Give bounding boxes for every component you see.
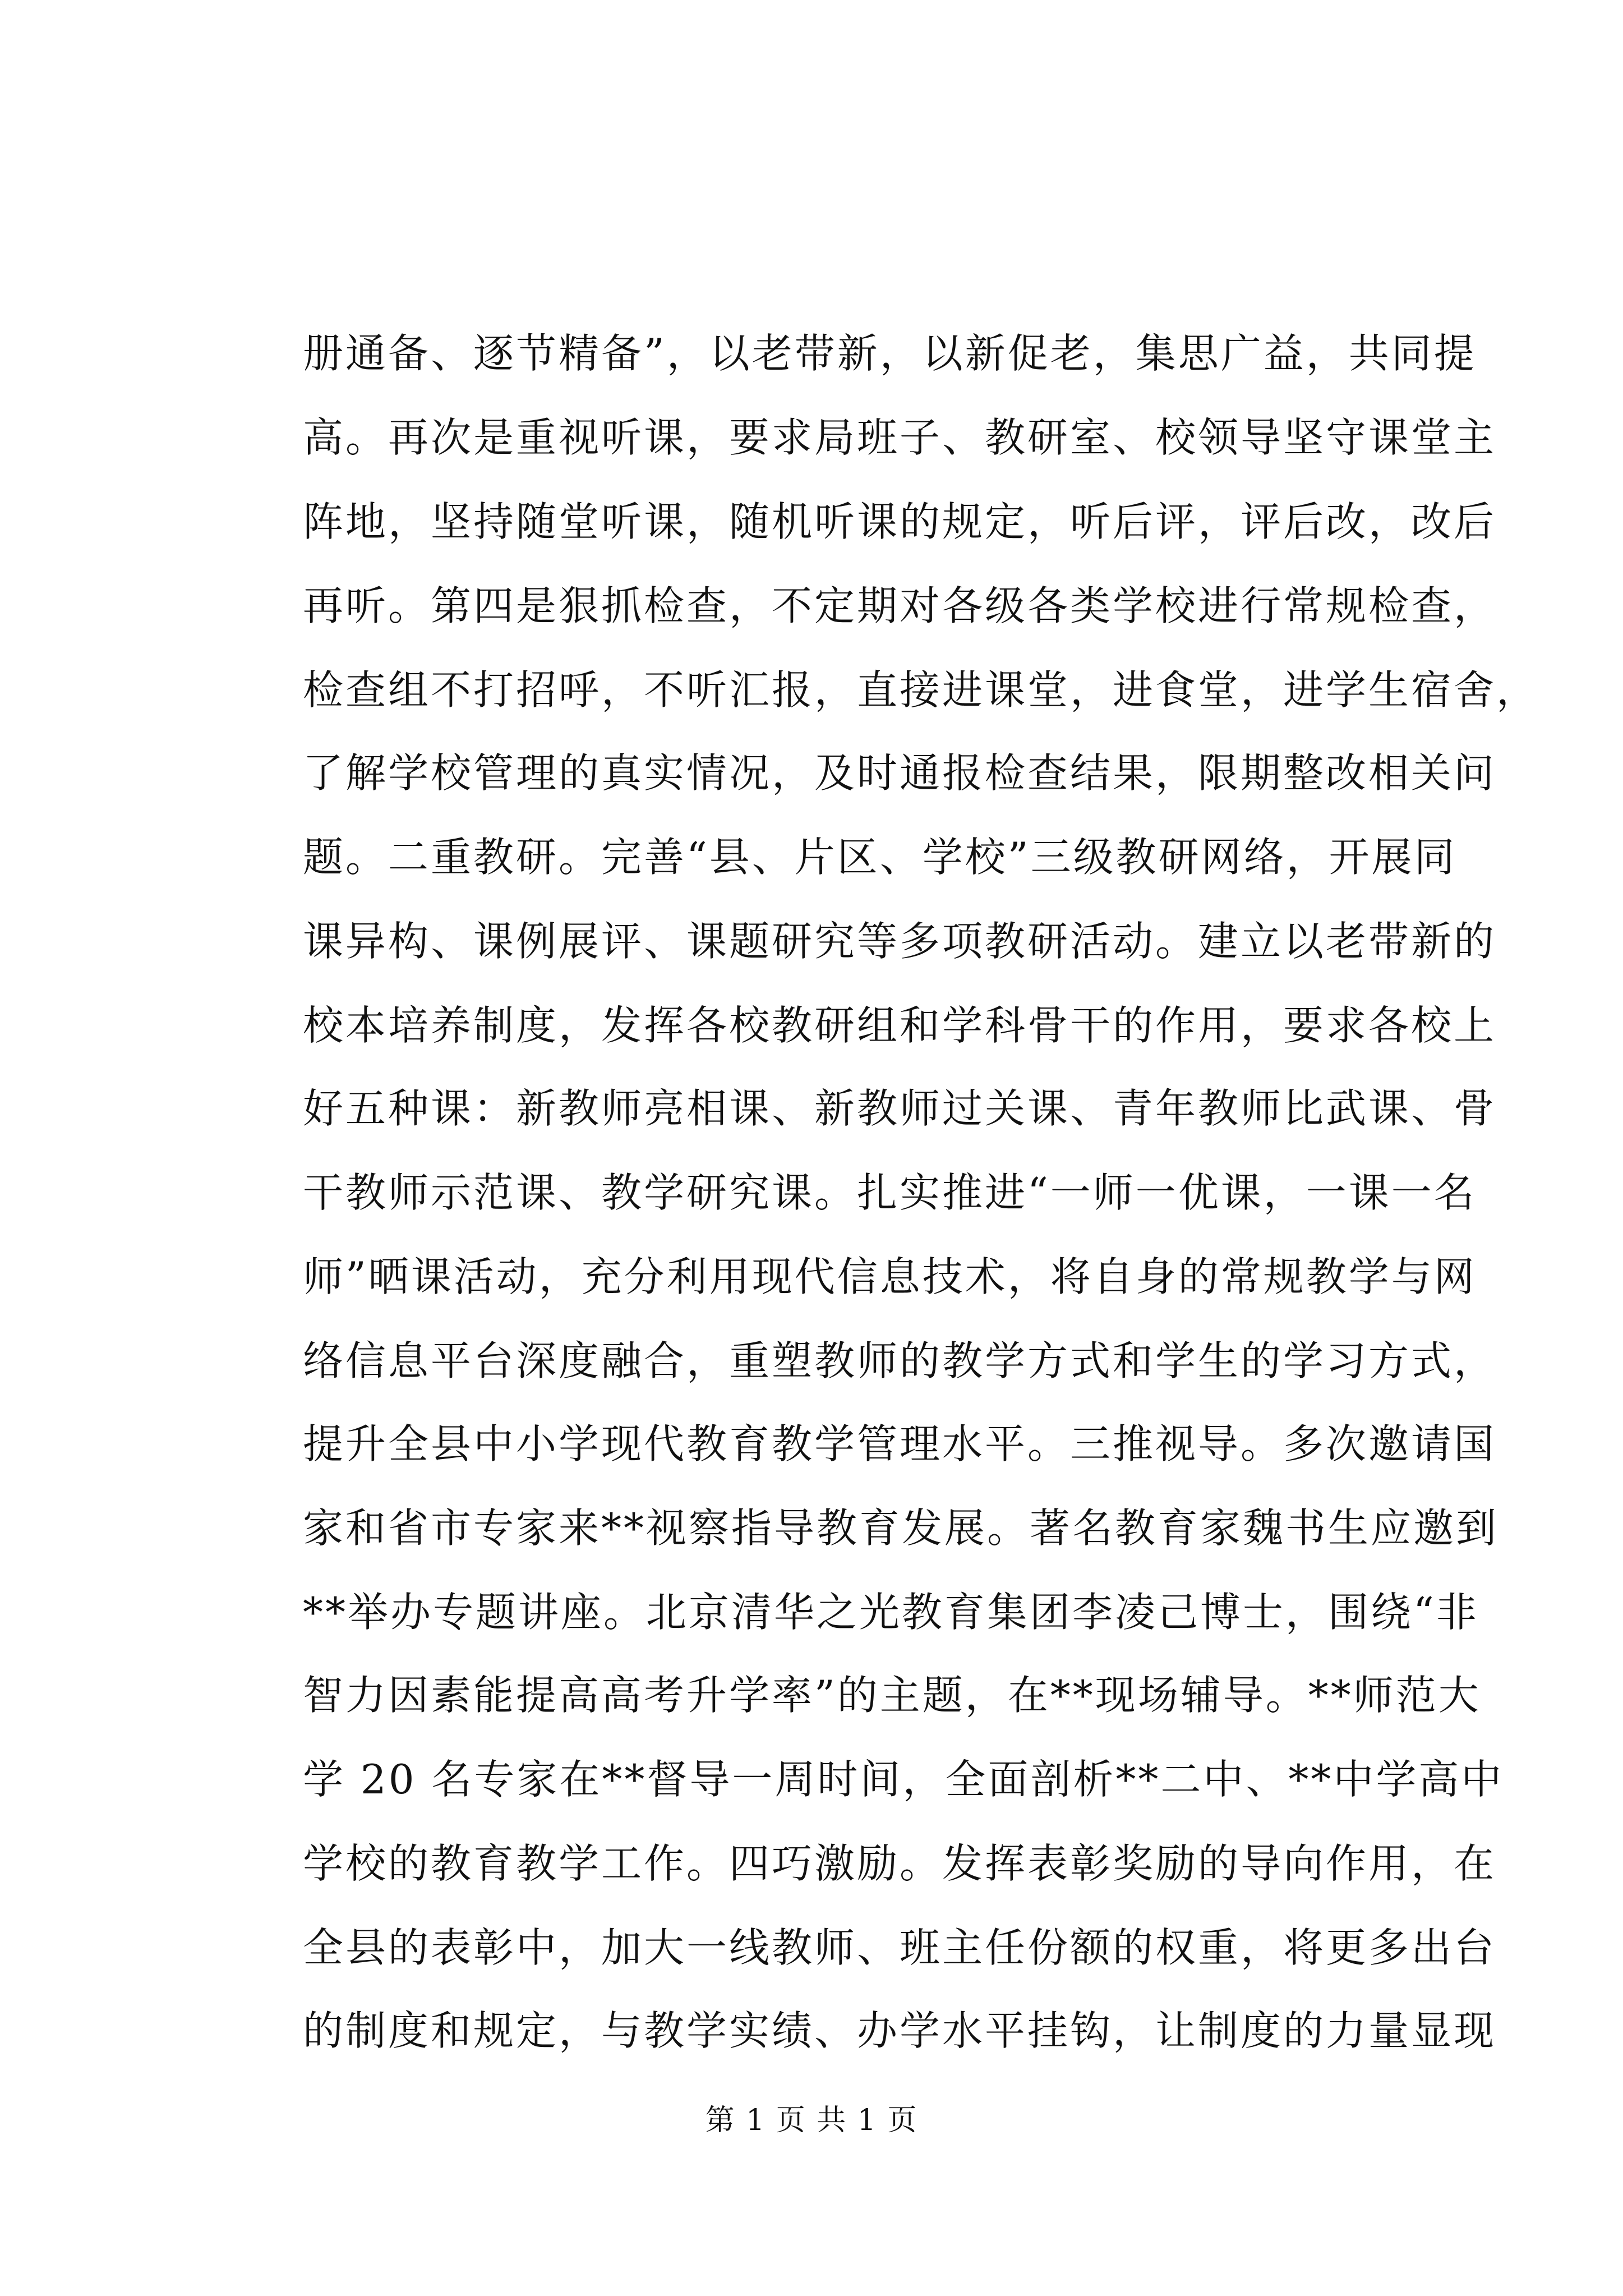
page-number-footer: 第 1 页 共 1 页	[705, 2104, 918, 2137]
body-line: 题。二重教研。完善“县、片区、学校”三级教研网络，开展同	[303, 834, 1457, 881]
body-line: 高。再次是重视听课，要求局班子、教研室、校领导坚守课堂主	[303, 414, 1497, 461]
body-line: **举办专题讲座。北京清华之光教育集团李凌己博士，围绕“非	[303, 1589, 1479, 1636]
body-line: 家和省市专家来**视察指导教育发展。著名教育家魏书生应邀到	[303, 1504, 1499, 1552]
body-line: 再听。第四是狠抓检查，不定期对各级各类学校进行常规检查，	[303, 582, 1497, 629]
body-line: 检查组不打招呼，不听汇报，直接进课堂，进食堂，进学生宿舍，	[303, 666, 1539, 714]
body-line: 学校的教育教学工作。四巧激励。发挥表彰奖励的导向作用，在	[303, 1840, 1497, 1887]
body-line: 的制度和规定，与教学实绩、办学水平挂钩，让制度的力量显现	[303, 2007, 1497, 2054]
body-line: 了解学校管理的真实情况，及时通报检查结果，限期整改相关问	[303, 749, 1497, 797]
body-line: 提升全县中小学现代教育教学管理水平。三推视导。多次邀请国	[303, 1420, 1497, 1467]
body-line: 全县的表彰中，加大一线教师、班主任份额的权重，将更多出台	[303, 1924, 1497, 1971]
body-line: 校本培养制度，发挥各校教研组和学科骨干的作用，要求各校上	[303, 1002, 1497, 1049]
body-line: 阵地，坚持随堂听课，随机听课的规定，听后评，评后改，改后	[303, 498, 1497, 545]
body-line: 册通备、逐节精备”，以老带新，以新促老，集思广益，共同提	[303, 330, 1477, 377]
body-line: 干教师示范课、教学研究课。扎实推进“一师一优课，一课一名	[303, 1169, 1477, 1216]
body-line: 好五种课：新教师亮相课、新教师过关课、青年教师比武课、骨	[303, 1085, 1497, 1132]
body-line: 师”晒课活动，充分利用现代信息技术，将自身的常规教学与网	[303, 1253, 1477, 1300]
body-line: 学 20 名专家在**督导一周时间，全面剖析**二中、**中学高中	[303, 1756, 1504, 1803]
body-line: 智力因素能提高高考升学率”的主题，在**现场辅导。**师范大	[303, 1672, 1481, 1719]
body-line: 课异构、课例展评、课题研究等多项教研活动。建立以老带新的	[303, 918, 1497, 965]
body-line: 络信息平台深度融合，重塑教师的教学方式和学生的学习方式，	[303, 1337, 1497, 1384]
